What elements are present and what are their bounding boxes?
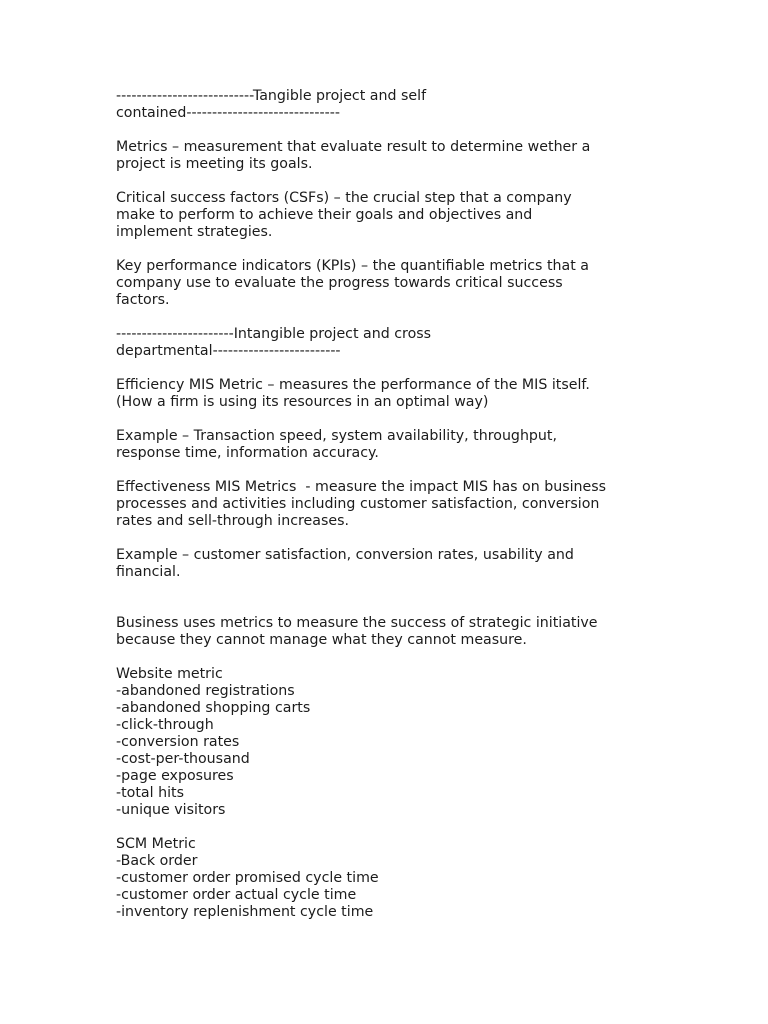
business-metrics-statement: Business uses metrics to measure the success of strategic initiative: [116, 615, 598, 631]
efficiency-example: Example – Transaction speed, system availability, throughput,: [116, 428, 558, 444]
scm-metric-list: [116, 853, 661, 921]
csf-definition-cont: make to perform to achieve their goals and objectives and: [116, 207, 533, 223]
website-metric-heading: Website metric: [116, 666, 223, 682]
list-item: -unique visitors: [116, 802, 226, 818]
list-item: -abandoned shopping carts: [116, 700, 311, 716]
effectiveness-metric-definition-cont: processes and activities including customer satisfaction, conversion: [116, 496, 600, 512]
business-metrics-statement-cont: because they cannot manage what they cannot measure.: [116, 632, 527, 648]
list-item: -page exposures: [116, 768, 234, 784]
effectiveness-example-cont: financial.: [116, 564, 181, 580]
list-item: -abandoned registrations: [116, 683, 295, 699]
list-item: -inventory replenishment cycle time: [116, 904, 374, 920]
csf-definition-cont: implement strategies.: [116, 224, 273, 240]
document-body: [116, 88, 661, 921]
list-item: -customer order promised cycle time: [116, 870, 379, 886]
efficiency-metric-definition-cont: (How a firm is using its resources in an optimal way): [116, 394, 489, 410]
list-item: -conversion rates: [116, 734, 240, 750]
section-separator-intangible: -----------------------Intangible project and cross: [116, 326, 432, 342]
efficiency-example-cont: response time, information accuracy.: [116, 445, 379, 461]
section-separator-tangible: ---------------------------Tangible project and self: [116, 88, 427, 104]
kpi-definition: Key performance indicators (KPIs) – the quantifiable metrics that a: [116, 258, 589, 274]
effectiveness-example: Example – customer satisfaction, conversion rates, usability and: [116, 547, 574, 563]
kpi-definition-cont: company use to evaluate the progress towards critical success: [116, 275, 563, 291]
list-item: -Back order: [116, 853, 198, 869]
list-item: -total hits: [116, 785, 184, 801]
section-separator-intangible-cont: departmental-------------------------: [116, 343, 341, 359]
kpi-definition-cont: factors.: [116, 292, 170, 308]
metrics-definition: Metrics – measurement that evaluate result to determine wether a: [116, 139, 591, 155]
csf-definition: Critical success factors (CSFs) – the crucial step that a company: [116, 190, 572, 206]
website-metric-list: [116, 683, 661, 819]
metrics-definition-cont: project is meeting its goals.: [116, 156, 313, 172]
list-item: -cost-per-thousand: [116, 751, 250, 767]
section-separator-tangible-cont: contained------------------------------: [116, 105, 340, 121]
list-item: -customer order actual cycle time: [116, 887, 357, 903]
efficiency-metric-definition: Efficiency MIS Metric – measures the performance of the MIS itself.: [116, 377, 590, 393]
scm-metric-heading: SCM Metric: [116, 836, 196, 852]
list-item: -click-through: [116, 717, 214, 733]
effectiveness-metric-definition: Effectiveness MIS Metrics - measure the impact MIS has on business: [116, 479, 607, 495]
effectiveness-metric-definition-cont: rates and sell-through increases.: [116, 513, 349, 529]
